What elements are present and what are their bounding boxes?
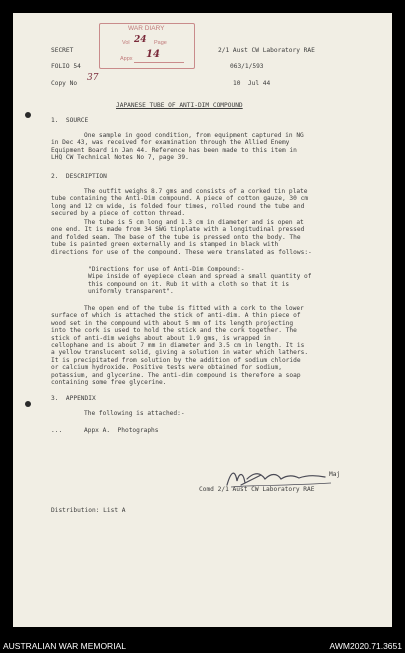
quote-line: Wipe inside of eyepiece clean and spread a small quantity of [88,273,312,281]
section-1-heading: 1. SOURCE [51,117,89,124]
stamp-vol-value: 24 [134,35,147,45]
unit-name: 2/1 Aust CW Laboratory RAE [218,47,315,54]
section-2-para-3 [51,305,308,386]
section-3-intro: The following is attached:- [84,410,185,417]
file-reference: 063/1/593 [230,63,264,70]
section-2-line: surface of which is attached the stick of anti-dim. A thin piece of [51,312,301,320]
section-2-line: and folded seam. The base of the tube is pressed onto the body. The [51,233,301,241]
section-2-line: a yellow translucent solid, giving a solution in water which lathers. [51,349,309,357]
section-2-line: or calcium hydroxide. Positive tests were obtained for sodium, [51,364,282,372]
section-1-line: LHQ CW Technical Notes No 7, page 39. [51,154,189,162]
section-3-heading: 3. APPENDIX [51,395,96,402]
archive-footer [0,640,405,653]
section-2-line: potassium, and glycerine. The anti-dim compound is therefore a soap [51,371,301,379]
section-1-line: in Dec 43, was received for examination through the Allied Enemy [51,139,290,147]
section-2-heading: 2. DESCRIPTION [51,173,107,180]
section-1-line: Equipment Board in Jan 44. Reference has been made to this item in [51,146,297,154]
stamp-rule [134,62,184,63]
signatory-title: Comd 2/1 Aust CW Laboratory RAE [199,486,315,493]
section-2-line: long and 12 cm wide, is folded four times, rolled round the tube and [51,202,305,210]
stamp-title: WAR DIARY [128,25,165,32]
section-1-line: One sample in good condition, from equipment captured in NG [84,132,304,139]
copy-number: 37 [87,73,99,83]
translated-directions-quote [88,266,312,296]
section-2-line: The tube is 5 cm long and 1.3 cm in diameter and is open at [84,219,304,226]
folio: FOLIO 54 [51,63,81,70]
punch-hole [25,112,31,118]
section-2-line: stick of anti-dim weighs about about 1.9 gms, is wrapped in [51,334,271,342]
section-2-line: The open end of the tube is fitted with a cork to the lower [84,305,304,312]
document-date: 10 Jul 44 [233,80,271,87]
section-2-line: It is precipitated from solution by the addition of sodium chloride [51,356,301,364]
stamp-appx-value: 14 [146,49,160,60]
archive-name: AUSTRALIAN WAR MEMORIAL [3,641,126,651]
section-2-para-1 [51,188,308,218]
war-diary-stamp [99,23,195,69]
section-2-line: containing some free glycerine. [51,379,167,387]
appendix-marker: ... [51,427,63,434]
quote-line: uniformly transparent". [88,288,174,296]
quote-line: "Directions for use of Anti-Dim Compound:- [88,266,245,273]
classification: SECRET [51,47,74,54]
copy-label: Copy No [51,80,78,87]
appendix-item: Appx A. Photographs [84,427,159,434]
archive-id: AWM2020.71.3651 [329,641,402,651]
section-2-line: directions for use of the compound. These were translated as follows:- [51,248,312,256]
punch-hole [25,401,31,407]
section-2-line: secured by a piece of cotton thread. [51,210,186,218]
stamp-appx-label: Appx [120,56,133,62]
quote-line: this compound on it. Rub it with a cloth so that it is [88,280,290,288]
section-2-line: cellophane and is about 7 mm in diameter and 3.5 cm in length. It is [51,342,305,350]
section-2-line: into the cork is used to hold the stick and the cork together. The [51,327,297,335]
section-2-line: tube is painted green externally and is stamped in black with [51,241,279,249]
section-2-line: tube containing the Anti-Dim compound. A piece of cotton gauze, 30 cm [51,195,309,203]
document-page [13,13,392,627]
section-1-body [51,132,304,162]
stamp-vol-label: Vol [122,40,130,46]
section-2-line: The outfit weighs 8.7 gms and consists of a corked tin plate [84,188,308,195]
section-2-line: one end. It is made from 34 SWG tinplate with a longitudinal pressed [51,226,305,234]
distribution-line: Distribution: List A [51,507,126,514]
section-2-para-2 [51,219,312,256]
signatory-rank: Maj [329,471,341,478]
stamp-page-label: Page [154,40,167,46]
section-2-line: wood set in the compound with about 5 mm of its length projecting [51,319,294,327]
document-title: JAPANESE TUBE OF ANTI-DIM COMPOUND [116,102,243,109]
